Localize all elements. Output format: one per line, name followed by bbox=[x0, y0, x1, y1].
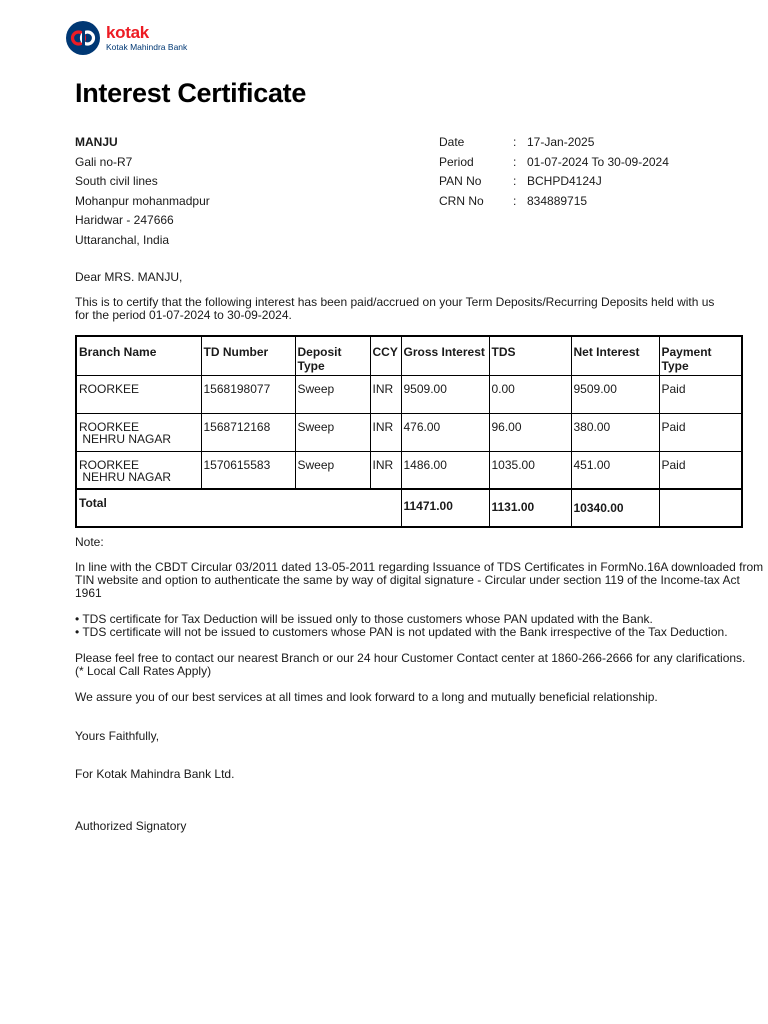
address-line: Haridwar - 247666 bbox=[75, 213, 174, 227]
total-payment-empty bbox=[659, 489, 742, 527]
detail-value: BCHPD4124J bbox=[527, 174, 602, 188]
detail-colon: : bbox=[513, 154, 517, 169]
branch-line: NEHRU NAGAR bbox=[79, 432, 172, 446]
td-number-cell: 1570615583 bbox=[201, 451, 295, 489]
payment-type-cell: Paid bbox=[659, 375, 742, 413]
td-number-cell: 1568198077 bbox=[201, 375, 295, 413]
salutation: Dear MRS. MANJU, bbox=[75, 270, 183, 284]
total-gross-interest: 11471.00 bbox=[401, 489, 489, 527]
payment-type-cell: Paid bbox=[659, 451, 742, 489]
tds-cell: 1035.00 bbox=[489, 451, 571, 489]
column-header: Deposit Type bbox=[295, 336, 370, 375]
detail-row-crn bbox=[439, 192, 669, 212]
closing-text: Yours Faithfully, bbox=[75, 729, 160, 743]
deposit-type-cell: Sweep bbox=[295, 375, 370, 413]
branch-cell bbox=[76, 451, 201, 489]
kotak-logo-icon bbox=[66, 21, 100, 55]
branch-line: ROORKEE bbox=[79, 419, 140, 434]
deposit-type-cell: Sweep bbox=[295, 451, 370, 489]
column-header: Branch Name bbox=[76, 336, 201, 375]
total-label: Total bbox=[76, 489, 401, 527]
table-row bbox=[76, 375, 742, 413]
signatory-text: Authorized Signatory bbox=[75, 819, 187, 833]
note-line: TIN website and option to authenticate the same by way of digital signature - Circular under section 119 of the Income-tax Act 1961 bbox=[75, 573, 740, 600]
net-interest-cell: 9509.00 bbox=[571, 375, 659, 413]
intro-paragraph bbox=[75, 296, 714, 322]
assurance-text: We assure you of our best services at all times and look forward to a long and mutually beneficial relationship. bbox=[75, 690, 658, 704]
table-header-row bbox=[76, 336, 742, 375]
detail-row-pan bbox=[439, 172, 669, 192]
customer-name: MANJU bbox=[75, 135, 118, 149]
certificate-details bbox=[439, 133, 669, 211]
detail-label: PAN No bbox=[439, 174, 482, 188]
ccy-cell: INR bbox=[370, 375, 401, 413]
detail-value: 834889715 bbox=[527, 193, 588, 208]
table-total-row bbox=[76, 489, 742, 527]
column-header: TD Number bbox=[201, 336, 295, 375]
detail-value: 01-07-2024 To 30-09-2024 bbox=[527, 154, 669, 169]
branch-cell bbox=[76, 413, 201, 451]
branch-line: ROORKEE bbox=[79, 381, 140, 396]
net-interest-cell: 451.00 bbox=[571, 451, 659, 489]
logo-brand-name: kotak bbox=[106, 23, 149, 43]
total-tds: 1131.00 bbox=[489, 489, 571, 527]
table-row bbox=[76, 451, 742, 489]
note-paragraph bbox=[75, 561, 768, 600]
detail-value: 17-Jan-2025 bbox=[527, 135, 595, 149]
detail-label: Date bbox=[439, 135, 465, 149]
detail-colon: : bbox=[513, 135, 517, 149]
page-title: Interest Certificate bbox=[75, 78, 307, 108]
detail-row-period bbox=[439, 153, 669, 173]
address-line: Uttaranchal, India bbox=[75, 232, 170, 247]
company-text: For Kotak Mahindra Bank Ltd. bbox=[75, 767, 235, 781]
contact-line: (* Local Call Rates Apply) bbox=[75, 664, 212, 678]
note-line: In line with the CBDT Circular 03/2011 dated 13-05-2011 regarding Issuance of TDS Certificates in FormNo.16A downloaded from bbox=[75, 560, 764, 574]
address-line: South civil lines bbox=[75, 174, 158, 188]
contact-line: Please feel free to contact our nearest Branch or our 24 hour Customer Contact center at 1860-266-2666 for any clarifications. bbox=[75, 651, 746, 665]
contact-paragraph bbox=[75, 652, 745, 678]
ccy-cell: INR bbox=[370, 451, 401, 489]
customer-address bbox=[75, 133, 210, 250]
gross-interest-cell: 1486.00 bbox=[401, 451, 489, 489]
detail-label: Period bbox=[439, 154, 474, 169]
bullet-item: • TDS certificate for Tax Deduction will be issued only to those customers whose PAN updated with the Bank. bbox=[75, 612, 653, 626]
total-net-interest: 10340.00 bbox=[571, 489, 659, 527]
table-row bbox=[76, 413, 742, 451]
detail-row-date bbox=[439, 133, 669, 153]
td-number-cell: 1568712168 bbox=[201, 413, 295, 451]
branch-line: NEHRU NAGAR bbox=[79, 470, 172, 484]
net-interest-cell: 380.00 bbox=[571, 413, 659, 451]
branch-cell bbox=[76, 375, 201, 413]
address-line: Mohanpur mohanmadpur bbox=[75, 193, 210, 208]
column-header: Net Interest bbox=[571, 336, 659, 375]
intro-line: for the period 01-07-2024 to 30-09-2024. bbox=[75, 308, 292, 322]
detail-label: CRN No bbox=[439, 193, 484, 208]
tds-cell: 96.00 bbox=[489, 413, 571, 451]
interest-table bbox=[75, 335, 743, 528]
ccy-cell: INR bbox=[370, 413, 401, 451]
bank-logo bbox=[66, 22, 187, 54]
note-label: Note: bbox=[75, 535, 104, 549]
payment-type-cell: Paid bbox=[659, 413, 742, 451]
column-header: Payment Type bbox=[659, 336, 742, 375]
tds-bullets bbox=[75, 613, 728, 639]
intro-line: This is to certify that the following interest has been paid/accrued on your Term Deposits/Recurring Deposits held with us bbox=[75, 295, 715, 309]
gross-interest-cell: 476.00 bbox=[401, 413, 489, 451]
deposit-type-cell: Sweep bbox=[295, 413, 370, 451]
address-line: Gali no-R7 bbox=[75, 154, 133, 169]
column-header: TDS bbox=[489, 336, 571, 375]
bullet-item: • TDS certificate will not be issued to customers whose PAN is not updated with the Bank irrespective of the Tax Deduction. bbox=[75, 625, 728, 639]
detail-colon: : bbox=[513, 193, 517, 208]
gross-interest-cell: 9509.00 bbox=[401, 375, 489, 413]
tds-cell: 0.00 bbox=[489, 375, 571, 413]
detail-colon: : bbox=[513, 174, 517, 188]
logo-subtitle: Kotak Mahindra Bank bbox=[106, 42, 188, 53]
branch-line: ROORKEE bbox=[79, 457, 140, 472]
column-header: Gross Interest bbox=[401, 336, 489, 375]
column-header: CCY bbox=[370, 336, 401, 375]
